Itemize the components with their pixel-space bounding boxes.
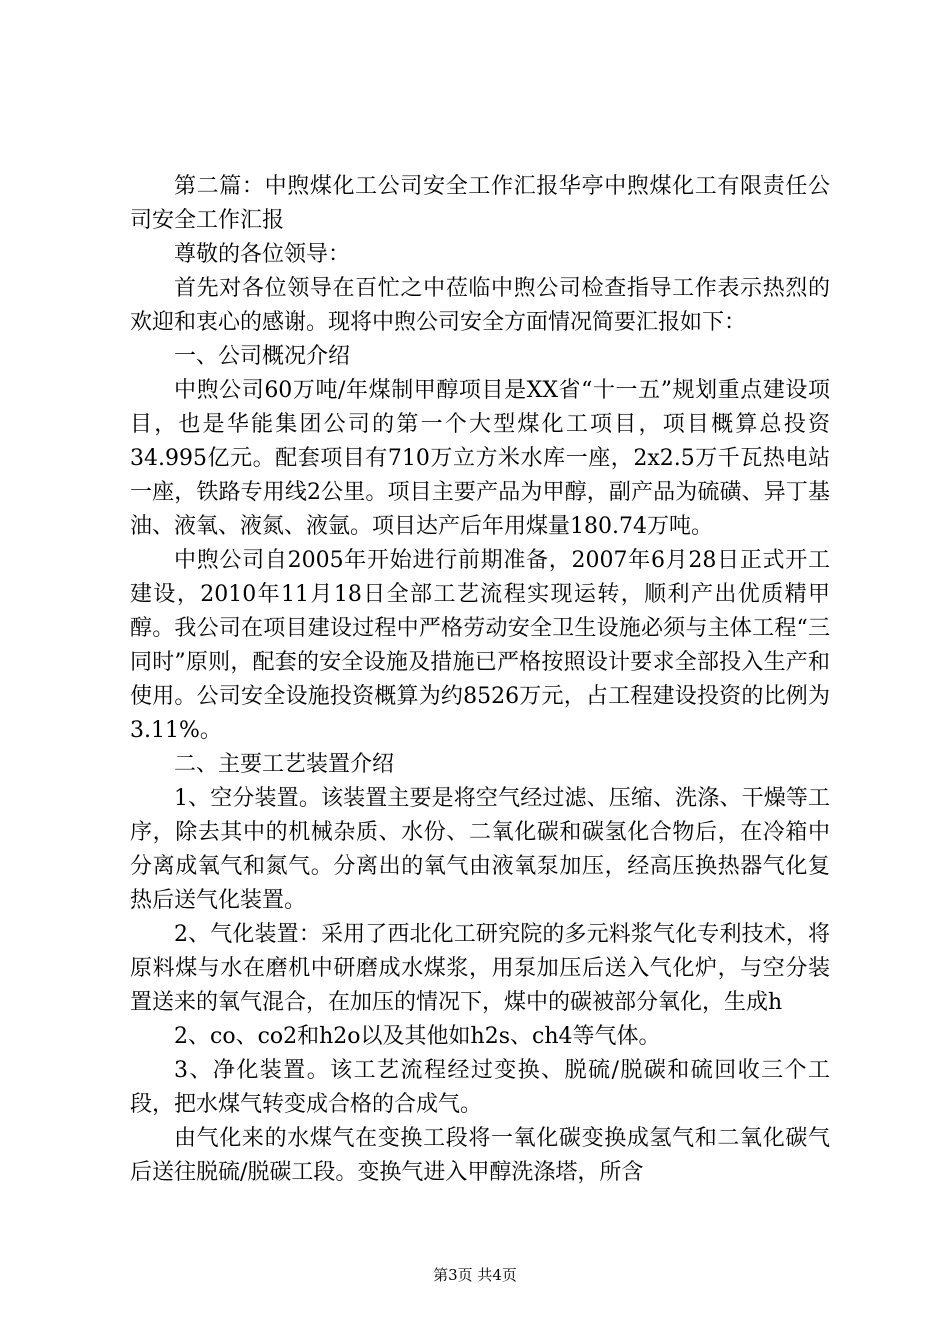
page-footer: 第3页 共4页 [433, 1266, 517, 1284]
intro-paragraph: 首先对各位领导在百忙之中莅临中煦公司检查指导工作表示热烈的欢迎和衷心的感谢。现将中煦公司安全方面情况简要汇报如下： [130, 276, 830, 335]
process-paragraph-purification: 3、净化装置。该工艺流程经过变换、脱硫/脱碳和硫回收三个工段，把水煤气转变成合格的合成气。 [130, 1058, 830, 1117]
section-heading-overview: 一、公司概况介绍 [174, 344, 351, 369]
section-heading-process: 二、主要工艺装置介绍 [174, 752, 395, 777]
process-paragraph-air-separation: 1、空分装置。该装置主要是将空气经过滤、压缩、洗涤、干燥等工序，除去其中的机械杂质、水份、二氧化碳和碳氢化合物后，在冷箱中分离成氧气和氮气。分离出的氧气由液氧泵加压，经高压换热器气化复热后送气化装置。 [130, 786, 830, 913]
process-paragraph-gasification: 2、气化装置：采用了西北化工研究院的多元料浆气化专利技术，将原料煤与水在磨机中研磨成水煤浆，用泵加压后送入气化炉，与空分装置送来的氧气混合，在加压的情况下，煤中的碳被部分氧化，生成h [130, 922, 830, 1015]
salutation-paragraph: 尊敬的各位领导： [174, 242, 351, 267]
process-paragraph-gases: 2、co、co2和h2o以及其他如h2s、ch4等气体。 [174, 1024, 661, 1049]
overview-paragraph-1: 中煦公司60万吨/年煤制甲醇项目是XX省“十一五”规划重点建设项目，也是华能集团公司的第一个大型煤化工项目，项目概算总投资34.995亿元。配套项目有710万立方米水库一座，2x2.5万千瓦热电站一座，铁路专用线2公里。项目主要产品为甲醇，副产品为硫磺、异丁基油、液氧、液氮、液氩。项目达产后年用煤量180.74万吨。 [130, 378, 830, 539]
process-paragraph-shift: 由气化来的水煤气在变换工段将一氧化碳变换成氢气和二氧化碳气后送往脱硫/脱碳工段。变换气进入甲醇洗涤塔，所含 [130, 1126, 830, 1185]
heading-paragraph: 第二篇：中煦煤化工公司安全工作汇报华亭中煦煤化工有限责任公司安全工作汇报 [130, 174, 830, 233]
overview-paragraph-2: 中煦公司自2005年开始进行前期准备，2007年6月28日正式开工建设，2010年11月18日全部工艺流程实现运转，顺利产出优质精甲醇。我公司在项目建设过程中严格劳动安全卫生设施必须与主体工程“三同时”原则，配套的安全设施及措施已严格按照设计要求全部投入生产和使用。公司安全设施投资概算为约8526万元，占工程建设投资的比例为3.11%。 [130, 548, 830, 743]
document-body [130, 170, 830, 1190]
